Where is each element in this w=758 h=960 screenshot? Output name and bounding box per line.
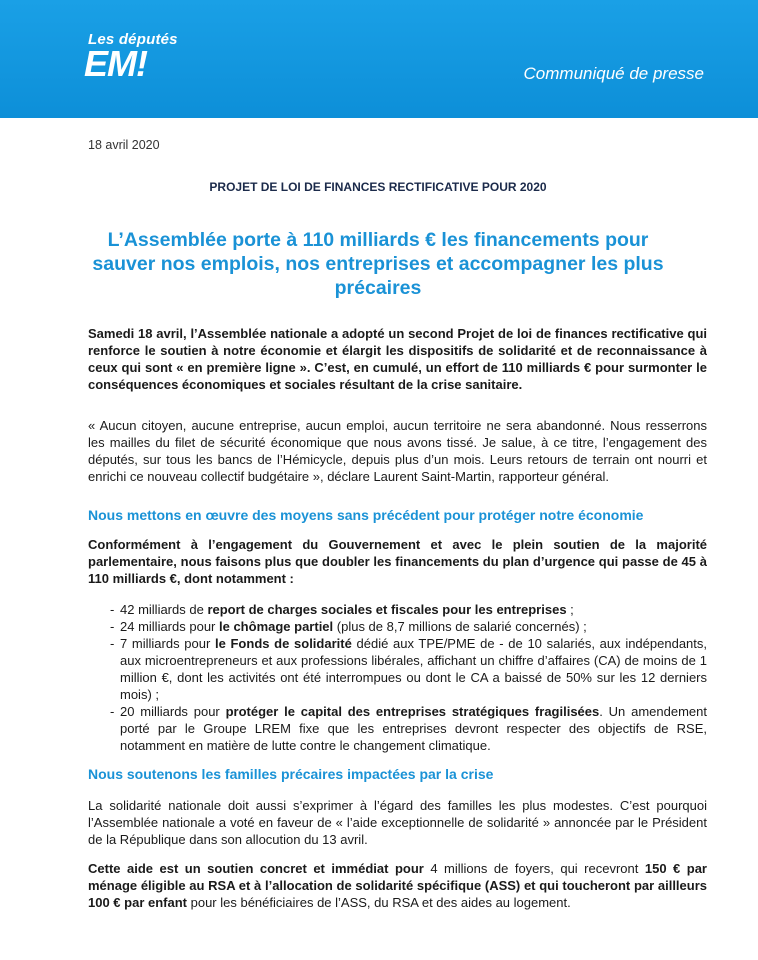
funding-list [88, 601, 707, 754]
section-heading-families: Nous soutenons les familles précaires impactées par la crise [88, 766, 494, 782]
list-dash: - [110, 704, 115, 719]
list-dash: - [110, 636, 115, 651]
section-heading-economy: Nous mettons en œuvre des moyens sans précédent pour protéger notre économie [88, 507, 644, 523]
list-item: - 24 milliards pour le chômage partiel (plus de 8,7 millions de salarié concernés) ; [110, 619, 587, 634]
quote-paragraph: « Aucun citoyen, aucune entreprise, aucun emploi, aucun territoire ne sera abandonné. Nous resserrons les mailles du filet de sécurité économique que nous avons tissé. Je salue, à ce titre, l’engagement des députés, sur tous les bancs de l’Hémicycle, depuis plus d’un mois. Leurs retours de terrain ont nourri et enrichi ce nouveau collectif budgétaire », déclare Laurent Saint-Martin, rapporteur général. [88, 418, 707, 484]
aid-paragraph: Cette aide est un soutien concret et immédiat pour 4 millions de foyers, qui recevront 150 € par ménage éligible au RSA et à l’allocation de solidarité spécifique (ASS) et qui toucheront par aillleurs 100 € par enfant pour les bénéficiaires de l’ASS, du RSA et des aides au logement. [88, 861, 707, 910]
list-item: - 20 milliards pour protéger le capital des entreprises stratégiques fragilisées. Un amendement porté par le Groupe LREM fixe que les entreprises devront respecter des objectifs de RSE, notamment en matière de lutte contre le changement climatique. [110, 704, 707, 753]
list-dash: - [110, 602, 115, 617]
families-paragraph: La solidarité nationale doit aussi s’exprimer à l’égard des familles les plus modestes. C’est pourquoi l’Assemblée nationale a voté en faveur de « l’aide exceptionnelle de solidarité » annoncée par le Président de la République dans son allocution du 13 avril. [88, 798, 707, 847]
list-item: - 42 milliards de report de charges sociales et fiscales pour les entreprises ; [110, 602, 574, 617]
logo-subtitle: Les députés [88, 31, 178, 48]
economy-lead-paragraph: Conformément à l’engagement du Gouvernement et avec le plein soutien de la majorité parlementaire, nous faisons plus que doubler les financements du plan d’urgence qui passe de 45 à 110 milliards €, dont notamment : [88, 537, 707, 586]
list-item: - 7 milliards pour le Fonds de solidarité dédié aux TPE/PME de - de 10 salariés, aux indépendants, aux microentrepreneurs et aux professions libérales, affichant un chiffre d’affaires (CA) de moins de 1 million €, dont les activités ont été interrompues ou dont le CA a baissé de 50% sur les 12 derniers mois) ; [110, 636, 707, 702]
logo-em: EM! [84, 43, 147, 84]
document-overtitle: PROJET DE LOI DE FINANCES RECTIFICATIVE POUR 2020 [209, 180, 547, 194]
document-title: L’Assemblée porte à 110 milliards € les financements pour sauver nos emplois, nos entreprises et accompagner les plus précaires [92, 229, 664, 299]
press-release-label: Communiqué de presse [523, 64, 704, 83]
intro-paragraph: Samedi 18 avril, l’Assemblée nationale a adopté un second Projet de loi de finances rectificative qui renforce le soutien à notre économie et élargit les dispositifs de solidarité et de reconnaissance à ceux qui sont « en première ligne ». C’est, en cumulé, un effort de 110 milliards € pour surmonter le conséquences économiques et sociales résultant de la crise sanitaire. [88, 326, 707, 392]
header-banner [0, 0, 758, 118]
list-dash: - [110, 619, 115, 634]
release-date: 18 avril 2020 [88, 138, 160, 152]
